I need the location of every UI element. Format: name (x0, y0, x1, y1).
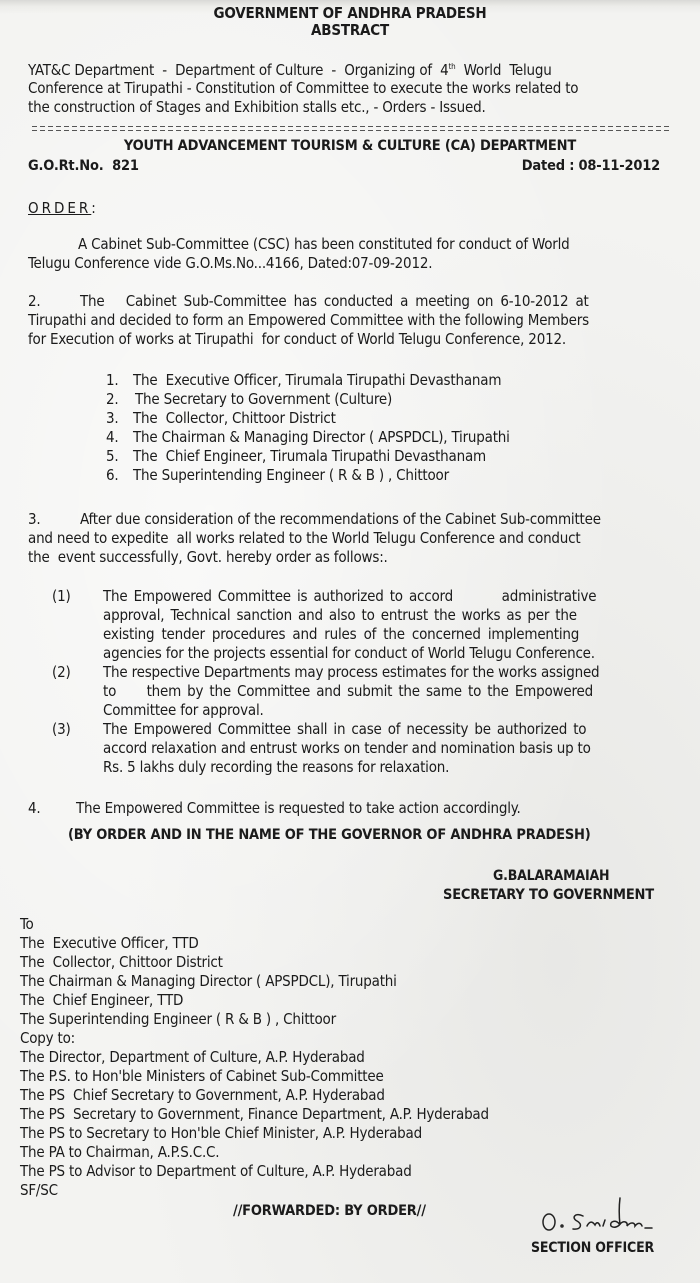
copy-recipient: The PS to Secretary to Hon'ble Chief Minister, A.P. Hyderabad (20, 1124, 422, 1142)
clause-line: Rs. 5 lakhs duly recording the reasons for relaxation. (103, 758, 450, 776)
government-heading: GOVERNMENT OF ANDHRA PRADESH (213, 4, 487, 22)
para2-number: 2. (28, 292, 41, 310)
copy-recipient: The Director, Department of Culture, A.P. Hyderabad (20, 1048, 365, 1066)
to-label: To (20, 915, 34, 933)
signatory-title: SECRETARY TO GOVERNMENT (443, 887, 654, 903)
double-dash-separator (32, 126, 672, 132)
abstract-line-1-text: YAT&C Department - Department of Culture - Organizing of 4 (28, 61, 449, 79)
member-number: 3. (106, 409, 119, 427)
abstract-line-2: Conference at Tirupathi - Constitution of Committee to execute the works related to (28, 79, 579, 97)
para3-number: 3. (28, 510, 41, 528)
to-recipient: The Collector, Chittoor District (20, 953, 223, 971)
clause-number: (1) (52, 587, 71, 605)
department-name: YOUTH ADVANCEMENT TOURISM & CULTURE (CA) DEPARTMENT (123, 138, 577, 154)
member-number: 2. (106, 390, 119, 408)
member-number: 6. (106, 466, 119, 484)
copy-recipient: The P.S. to Hon'ble Ministers of Cabinet Sub-Committee (20, 1067, 384, 1085)
abstract-line-3: the construction of Stages and Exhibition stalls etc., - Orders - Issued. (28, 98, 486, 116)
clause-line: Committee for approval. (103, 701, 264, 719)
clause-number: (2) (52, 663, 71, 681)
signatory-name: G.BALARAMAIAH (493, 868, 610, 884)
ordinal-suffix: th (448, 62, 456, 71)
order-heading (28, 199, 96, 218)
clause-line: The Empowered Committee shall in case of necessity be authorized to (103, 720, 587, 738)
para4-text: The Empowered Committee is requested to take action accordingly. (76, 799, 521, 817)
section-officer-title: SECTION OFFICER (531, 1240, 654, 1256)
go-date: Dated : 08-11-2012 (521, 158, 660, 174)
clause-line: existing tender procedures and rules of the concerned implementing (103, 625, 580, 643)
copy-to-label: Copy to: (20, 1029, 76, 1047)
para3-line-3: the event successfully, Govt. hereby order as follows:. (28, 548, 388, 566)
para1-line-2: Telugu Conference vide G.O.Ms.No...4166, Dated:07-09-2012. (28, 254, 433, 272)
clause-line: The Empowered Committee is authorized to accord administrative (103, 587, 597, 605)
copy-recipient: The PA to Chairman, A.P.S.C.C. (20, 1143, 220, 1161)
member-name: The Executive Officer, Tirumala Tirupathi Devasthanam (133, 371, 502, 389)
clause-line: accord relaxation and entrust works on tender and nomination basis up to (103, 739, 591, 757)
by-order-line: (BY ORDER AND IN THE NAME OF THE GOVERNOR OF ANDHRA PRADESH) (68, 827, 591, 843)
member-number: 4. (106, 428, 119, 446)
member-name: The Chairman & Managing Director ( APSPDCL), Tirupathi (133, 428, 510, 446)
member-number: 5. (106, 447, 119, 465)
signature-icon (535, 1192, 670, 1236)
para2-line-3: for Execution of works at Tirupathi for conduct of World Telugu Conference, 2012. (28, 330, 566, 348)
abstract-line-1-tail: World Telugu (455, 61, 552, 79)
to-recipient: The Chief Engineer, TTD (20, 991, 184, 1009)
para2-line-2: Tirupathi and decided to form an Empowered Committee with the following Members (28, 311, 589, 329)
copy-recipient: The PS Chief Secretary to Government, A.P. Hyderabad (20, 1086, 385, 1104)
copy-recipient: The PS Secretary to Government, Finance Department, A.P. Hyderabad (20, 1105, 489, 1123)
member-number: 1. (106, 371, 119, 389)
clause-line: The respective Departments may process estimates for the works assigned (103, 663, 600, 681)
file-reference: SF/SC (20, 1181, 58, 1199)
go-number: G.O.Rt.No. 821 (28, 158, 139, 174)
clause-number: (3) (52, 720, 71, 738)
para3-line-2: and need to expedite all works related to the World Telugu Conference and conduct (28, 529, 581, 547)
member-name: The Secretary to Government (Culture) (135, 390, 393, 408)
copy-recipient: The PS to Advisor to Department of Culture, A.P. Hyderabad (20, 1162, 412, 1180)
clause-line: agencies for the projects essential for conduct of World Telugu Conference. (103, 644, 595, 662)
to-recipient: The Chairman & Managing Director ( APSPDCL), Tirupathi (20, 972, 397, 990)
to-recipient: The Executive Officer, TTD (20, 934, 199, 952)
abstract-line-1 (28, 61, 552, 80)
to-recipient: The Superintending Engineer ( R & B ) , Chittoor (20, 1010, 336, 1028)
para4-number: 4. (28, 799, 41, 817)
member-name: The Collector, Chittoor District (133, 409, 336, 427)
para3-line-1: After due consideration of the recommendations of the Cabinet Sub-committee (80, 510, 601, 528)
member-name: The Superintending Engineer ( R & B ) , Chittoor (133, 466, 449, 484)
clause-line: approval, Technical sanction and also to entrust the works as per the (103, 606, 577, 624)
para2-line-1: The Cabinet Sub-Committee has conducted a meeting on 6-10-2012 at (80, 292, 589, 310)
para1-line-1: A Cabinet Sub-Committee (CSC) has been constituted for conduct of World (78, 235, 570, 253)
member-name: The Chief Engineer, Tirumala Tirupathi Devasthanam (133, 447, 486, 465)
clause-line: to them by the Committee and submit the same to the Empowered (103, 682, 593, 700)
order-heading-colon: : (91, 199, 96, 217)
abstract-label: ABSTRACT (311, 21, 389, 39)
forwarded-by-order: //FORWARDED: BY ORDER// (233, 1203, 426, 1219)
order-heading-text: ORDER (28, 199, 92, 217)
